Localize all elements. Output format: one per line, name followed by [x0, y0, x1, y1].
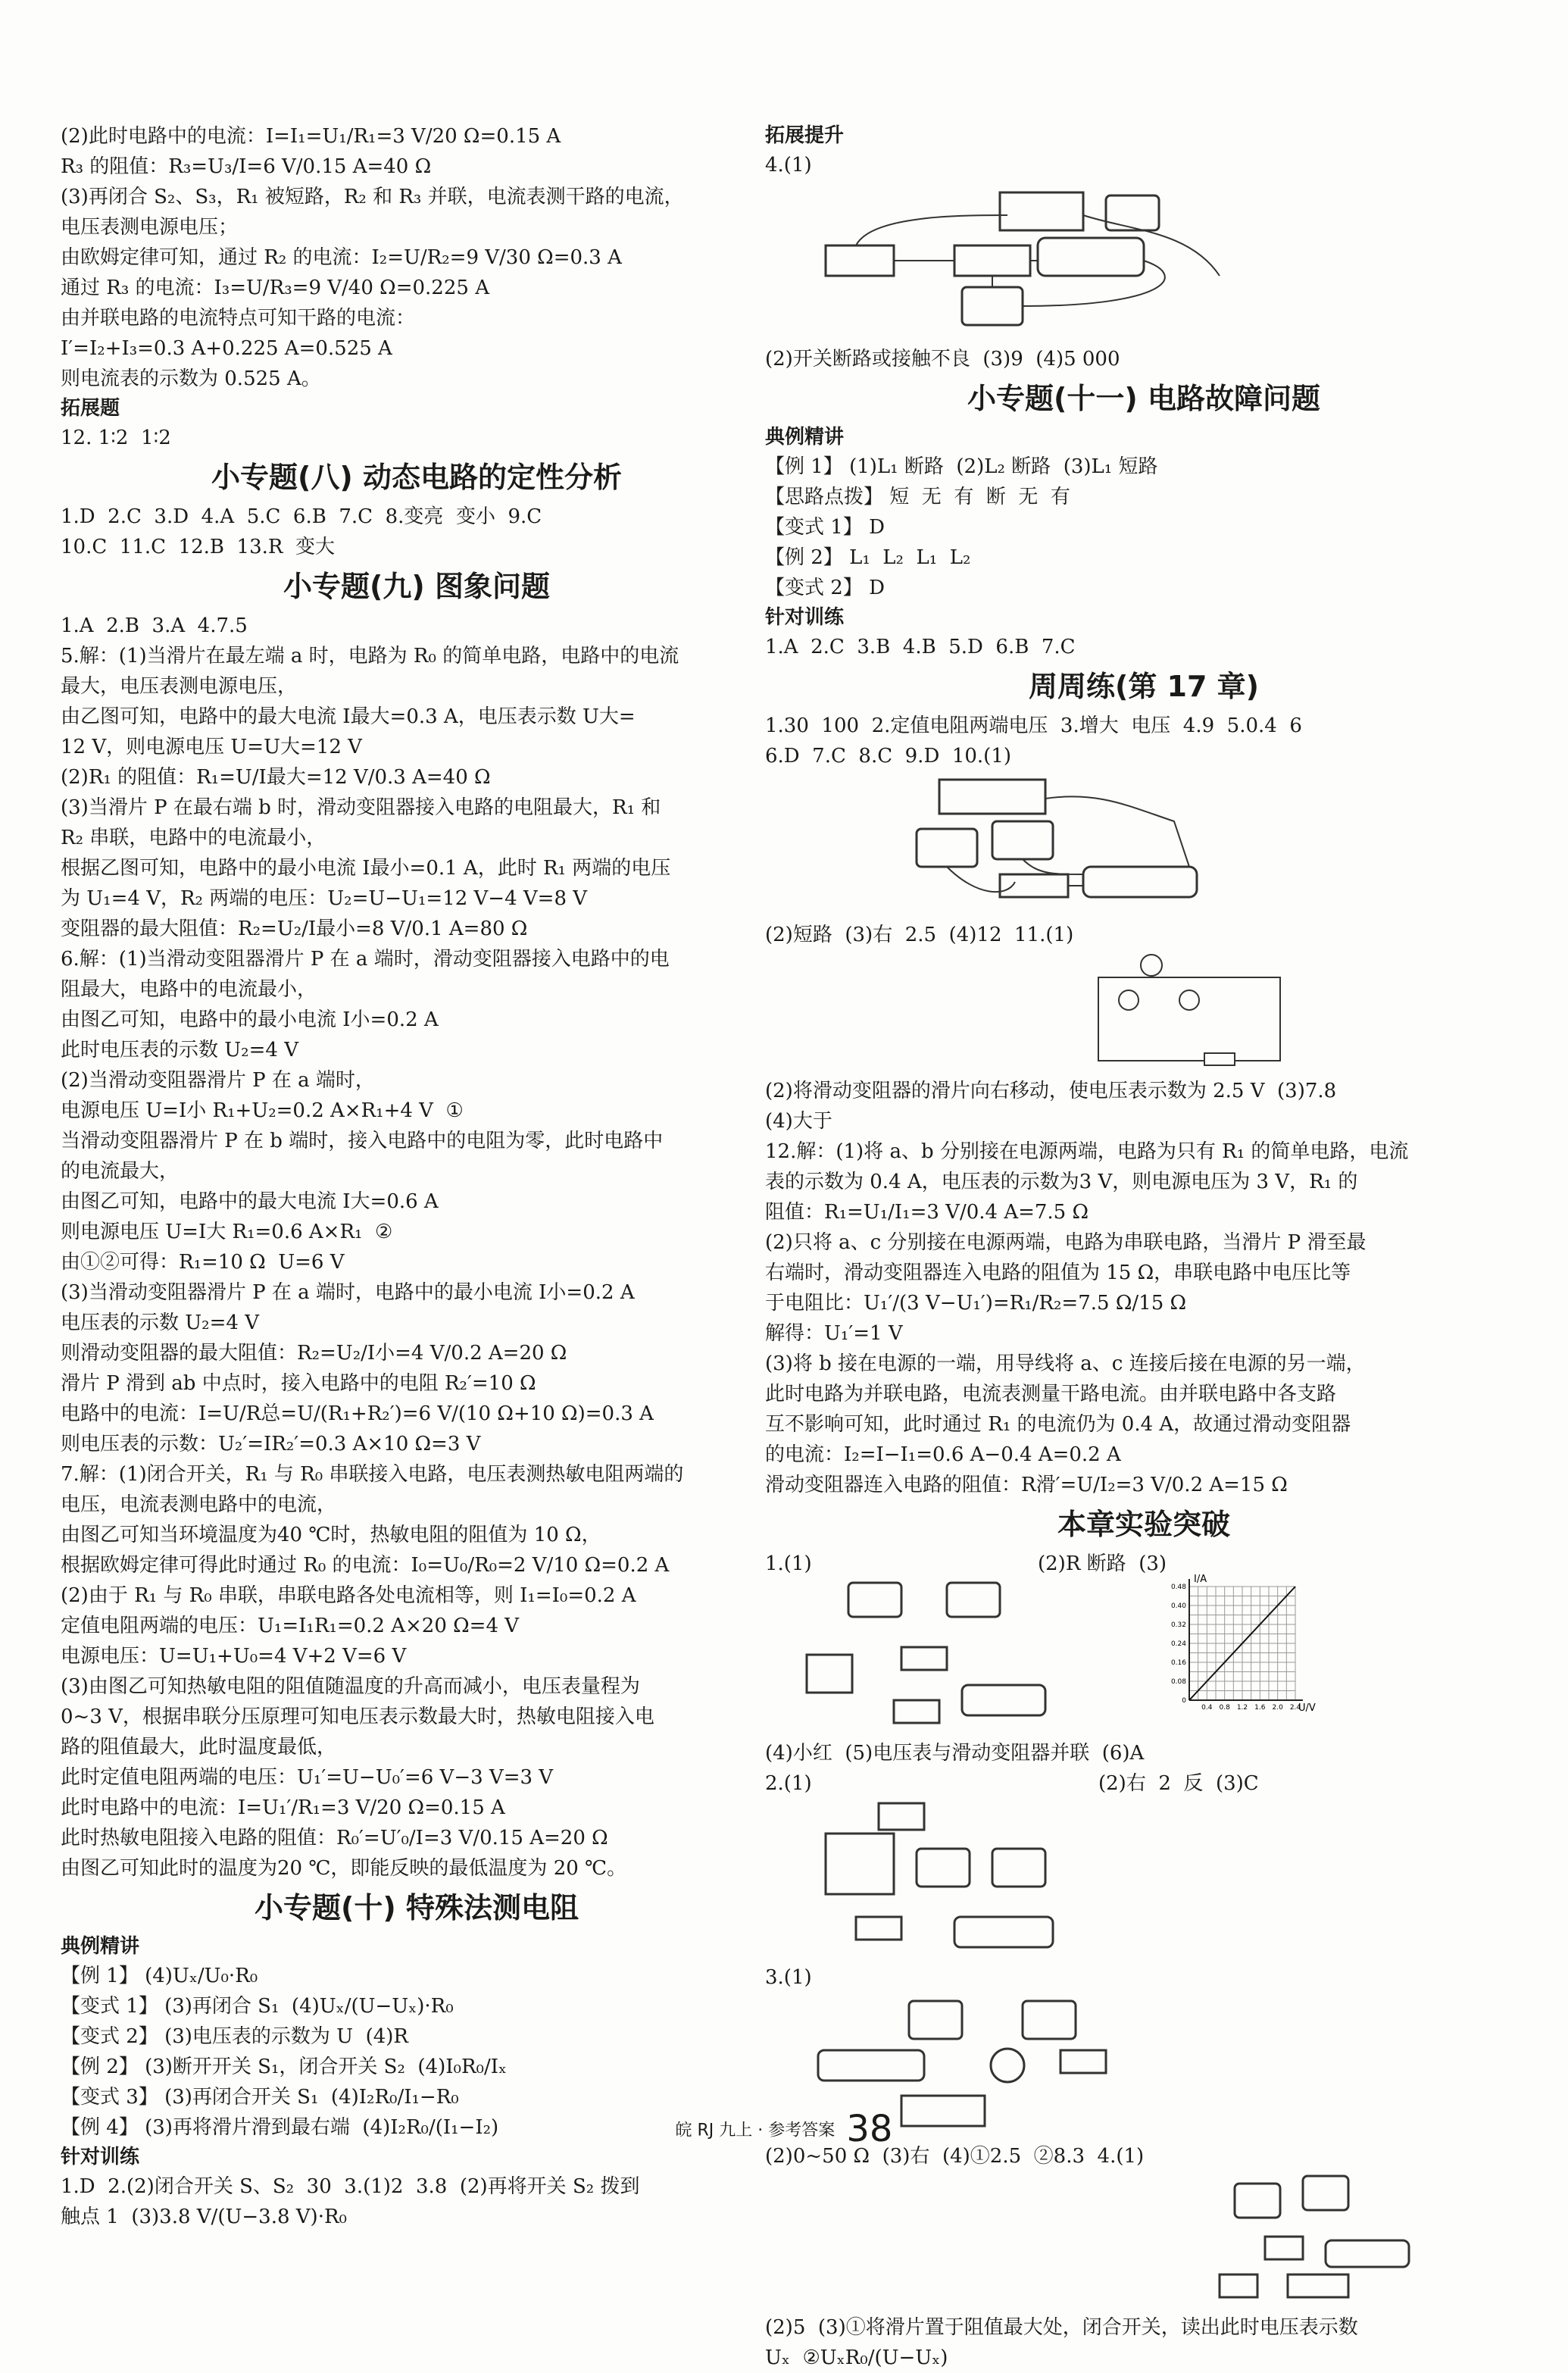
exp-q3-answer: (2)0~50 Ω (3)右 (4)①2.5 ②8.3 4.(1): [765, 2145, 1145, 2168]
text-line: R₂ 串联，电路中的电流最小，: [61, 827, 326, 849]
text-line: (3)再闭合 S₂、S₃，R₁ 被短路，R₂ 和 R₃ 并联，电流表测干路的电流，: [61, 186, 684, 208]
circuit-diagram-exp2: [811, 1803, 1114, 1955]
text-line: 根据欧姆定律可得此时通过 R₀ 的电流：I₀=U₀/R₀=2 V/10 Ω=0.2 A: [61, 1554, 670, 1577]
text-line: 阻值：R₁=U₁/I₁=3 V/0.4 A=7.5 Ω: [765, 1201, 1089, 1224]
y-tick-label: 0.40: [1170, 1602, 1186, 1610]
text-line: 【例 1】 (4)Uₓ/U₀·R₀: [61, 1965, 258, 1987]
text-line: 由图乙可知，电路中的最小电流 I小=0.2 A: [61, 1008, 439, 1031]
text-line: 阻最大，电路中的电流最小，: [61, 978, 317, 1001]
text-line: 1.A 2.B 3.A 4.7.5: [61, 614, 248, 637]
x-tick-label: 0.8: [1219, 1704, 1230, 1712]
text-line: 12.解：(1)将 a、b 分别接在电源两端，电路为只有 R₁ 的简单电路，电流: [765, 1140, 1409, 1163]
text-line: 【例 2】 (3)断开开关 S₁，闭合开关 S₂ (4)I₀R₀/Iₓ: [61, 2056, 507, 2078]
exp-q4-answer: (2)5 (3)①将滑片置于阻值最大处，闭合开关，读出此时电压表示数: [765, 2316, 1358, 2339]
text-line: 此时定值电阻两端的电压：U₁′=U−U₀′=6 V−3 V=3 V: [61, 1766, 554, 1789]
section-11-subtitle-2: 针对训练: [765, 606, 845, 629]
text-line: 1.D 2.C 3.D 4.A 5.C 6.B 7.C 8.变亮 变小 9.C: [61, 505, 542, 528]
section-10-subtitle-2: 针对训练: [61, 2146, 140, 2168]
text-line: 则滑动变阻器的最大阻值：R₂=U₂/I小=4 V/0.2 A=20 Ω: [61, 1342, 567, 1365]
text-line: 由图乙可知，电路中的最大电流 I大=0.6 A: [61, 1190, 439, 1213]
text-line: 由乙图可知，电路中的最大电流 I最大=0.3 A，电压表示数 U大=: [61, 705, 636, 728]
exp-q4-answer-2: Uₓ ②UₓR₀/(U−Uₓ): [765, 2346, 948, 2369]
exp-q1-answer-3: (4)小红 (5)电压表与滑动变阻器并联 (6)A: [765, 1742, 1145, 1765]
iu-graph: [1159, 1571, 1316, 1723]
text-line: 则电源电压 U=I大 R₁=0.6 A×R₁ ②: [61, 1221, 393, 1243]
text-line: R₃ 的阻值：R₃=U₃/I=6 V/0.15 A=40 Ω: [61, 155, 432, 178]
y-tick-label: 0.08: [1170, 1678, 1186, 1686]
text-line: 由图乙可知当环境温度为40 ℃时，热敏电阻的阻值为 10 Ω，: [61, 1524, 601, 1546]
footer-text: 皖 RJ 九上 · 参考答案: [675, 2121, 836, 2140]
q4-label: 4.(1): [765, 154, 812, 177]
y-tick-label: 0.24: [1170, 1640, 1186, 1648]
section-9-answers: [61, 611, 773, 1884]
text-line: I′=I₂+I₃=0.3 A+0.225 A=0.525 A: [61, 337, 392, 360]
text-line: 于电阻比：U₁′/(3 V−U₁′)=R₁/R₂=7.5 Ω/15 Ω: [765, 1292, 1187, 1315]
text-line: (3)由图乙可知热敏电阻的阻值随温度的升高而减小，电压表量程为: [61, 1675, 640, 1698]
x-tick-label: 0.4: [1201, 1704, 1213, 1712]
page-number: 38: [846, 2108, 893, 2150]
text-line: (2)当滑动变阻器滑片 P 在 a 端时，: [61, 1069, 375, 1092]
text-line: 0~3 V，根据串联分压原理可知电压表示数最大时，热敏电阻接入电: [61, 1705, 654, 1728]
text-line: 电压表的示数 U₂=4 V: [61, 1312, 259, 1334]
section-11-subtitle: 典例精讲: [765, 426, 845, 449]
text-line: 此时电路为并联电路，电流表测量干路电流。由并联电路中各支路: [765, 1383, 1337, 1405]
text-line: (2)只将 a、c 分别接在电源两端，电路为串联电路，当滑片 P 滑至最: [765, 1231, 1367, 1254]
text-line: 的电流最大，: [61, 1160, 180, 1183]
y-tick-label: 0.48: [1170, 1584, 1186, 1591]
y-tick-label: 0.16: [1170, 1659, 1186, 1667]
text-line: 此时热敏电阻接入电路的阻值：R₀′=U′₀/I=3 V/0.15 A=20 Ω: [61, 1827, 608, 1849]
section-8-answers: [61, 502, 773, 562]
text-line: 【思路点拨】 短 无 有 断 无 有: [765, 486, 1070, 508]
text-line: 右端时，滑动变阻器连入电路的阻值为 15 Ω，串联电路中电压比等: [765, 1262, 1351, 1284]
text-line: 【变式 1】 (3)再闭合 S₁ (4)Uₓ/(U−Uₓ)·R₀: [61, 1995, 454, 2018]
y-tick-label: 0.32: [1170, 1621, 1186, 1629]
circuit-schematic-q11: [1083, 955, 1310, 1068]
circuit-diagram-exp4: [1189, 2176, 1417, 2305]
text-line: 1.30 100 2.定值电阻两端电压 3.增大 电压 4.9 5.0.4 6: [765, 714, 1302, 737]
weekly-answers: [765, 711, 1523, 771]
section-10-title: 小专题(十) 特殊法测电阻: [255, 1891, 579, 1924]
text-line: (2)由于 R₁ 与 R₀ 串联，串联电路各处电流相等，则 I₁=I₀=0.2 A: [61, 1584, 636, 1607]
text-line: (2)R₁ 的阻值：R₁=U/I最大=12 V/0.3 A=40 Ω: [61, 766, 491, 789]
text-line: 表的示数为 0.4 A，电压表的示数为3 V，则电源电压为 3 V，R₁ 的: [765, 1171, 1358, 1193]
page-footer: [0, 2108, 1568, 2150]
text-line: 解得：U₁′=1 V: [765, 1322, 903, 1345]
q4-answer: (2)开关断路或接触不良 (3)9 (4)5 000: [765, 348, 1120, 370]
text-line: 路的阻值最大，此时温度最低，: [61, 1736, 337, 1759]
text-line: 最大，电压表测电源电压，: [61, 675, 298, 698]
section-10-training: [61, 2171, 773, 2232]
text-line: 6.D 7.C 8.C 9.D 10.(1): [765, 745, 1011, 768]
text-line: 滑片 P 滑到 ab 中点时，接入电路中的电阻 R₂′=10 Ω: [61, 1372, 536, 1395]
text-line: 此时电路中的电流：I=U₁′/R₁=3 V/20 Ω=0.15 A: [61, 1796, 505, 1819]
text-line: 由图乙可知此时的温度为20 ℃，即能反映的最低温度为 20 ℃。: [61, 1857, 627, 1880]
text-line: 当滑动变阻器滑片 P 在 b 端时，接入电路中的电阻为零，此时电路中: [61, 1130, 664, 1152]
text-line: 1.D 2.(2)闭合开关 S、S₂ 30 3.(1)2 3.8 (2)再将开关 S₂ 拨到: [61, 2175, 640, 2198]
x-tick-label: 2.0: [1272, 1704, 1283, 1712]
left-column: [61, 121, 773, 2232]
right-column: [765, 121, 1523, 2373]
text-line: 通过 R₃ 的电流：I₃=U/R₃=9 V/40 Ω=0.225 A: [61, 277, 489, 299]
text-line: (3)将 b 接在电源的一端，用导线将 a、c 连接后接在电源的另一端，: [765, 1352, 1366, 1375]
text-line: 由欧姆定律可知，通过 R₂ 的电流：I₂=U/R₂=9 V/30 Ω=0.3 A: [61, 246, 622, 269]
text-line: 此时电压表的示数 U₂=4 V: [61, 1039, 298, 1061]
section-11-answers: [765, 452, 1523, 603]
text-line: 由并联电路的电流特点可知干路的电流：: [61, 307, 416, 330]
ext-label: 拓展题: [61, 397, 120, 420]
intro-solution: [61, 121, 773, 394]
x-axis-label: U/V: [1298, 1702, 1316, 1714]
text-line: 互不影响可知，此时通过 R₁ 的电流仍为 0.4 A，故通过滑动变阻器: [765, 1413, 1351, 1436]
circuit-diagram-exp1: [803, 1579, 1053, 1731]
text-line: (3)当滑动变阻器滑片 P 在 a 端时，电路中的最小电流 I小=0.2 A: [61, 1281, 635, 1304]
text-line: 电源电压：U=U₁+U₀=4 V+2 V=6 V: [61, 1645, 407, 1668]
text-line: 7.解：(1)闭合开关，R₁ 与 R₀ 串联接入电路，电压表测热敏电阻两端的: [61, 1463, 684, 1486]
x-tick-label: 1.2: [1236, 1704, 1248, 1712]
ext-answer: 12. 1∶2 1∶2: [61, 427, 171, 449]
text-line: 【例 2】 L₁ L₂ L₁ L₂: [765, 546, 971, 569]
exp-q1-label: 1.(1): [765, 1552, 812, 1575]
section-8-title: 小专题(八) 动态电路的定性分析: [211, 461, 622, 494]
text-line: 滑动变阻器连入电路的阻值：R滑′=U/I₂=3 V/0.2 A=15 Ω: [765, 1474, 1288, 1496]
text-line: 【变式 3】 (3)再闭合开关 S₁ (4)I₂R₀/I₁−R₀: [61, 2086, 459, 2109]
text-line: 为 U₁=4 V，R₂ 两端的电压：U₂=U−U₁=12 V−4 V=8 V: [61, 887, 588, 910]
y-axis-label: I/A: [1194, 1574, 1207, 1585]
section-11-title: 小专题(十一) 电路故障问题: [967, 382, 1320, 415]
experiment-title: 本章实验突破: [1057, 1508, 1230, 1541]
text-line: 6.解：(1)当滑动变阻器滑片 P 在 a 端时，滑动变阻器接入电路中的电: [61, 948, 670, 971]
text-line: 【变式 1】 D: [765, 516, 885, 539]
section-10-subtitle: 典例精讲: [61, 1935, 140, 1958]
ext-improve-label: 拓展提升: [765, 124, 845, 147]
text-line: 则电流表的示数为 0.525 A。: [61, 367, 321, 390]
x-tick-label: 2.4: [1289, 1704, 1301, 1712]
text-line: (2)将滑动变阻器的滑片向右移动，使电压表示数为 2.5 V (3)7.8: [765, 1080, 1337, 1102]
section-11-training: 1.A 2.C 3.B 4.B 5.D 6.B 7.C: [765, 636, 1076, 658]
text-line: 电压表测电源电压；: [61, 216, 239, 239]
text-line: (3)当滑片 P 在最右端 b 时，滑动变阻器接入电路的电阻最大，R₁ 和: [61, 796, 661, 819]
exp-q3-label: 3.(1): [765, 1966, 812, 1989]
exp-q2-answer: (2)右 2 反 (3)C: [1098, 1772, 1259, 1795]
section-9-title: 小专题(九) 图象问题: [283, 570, 550, 603]
x-tick-label: 1.6: [1254, 1704, 1266, 1712]
text-line: 根据乙图可知，电路中的最小电流 I最小=0.1 A，此时 R₁ 两端的电压: [61, 857, 671, 880]
text-line: 10.C 11.C 12.B 13.R 变大: [61, 536, 335, 558]
text-line: 【变式 2】 D: [765, 577, 885, 599]
text-line: 变阻器的最大阻值：R₂=U₂/I最小=8 V/0.1 A=80 Ω: [61, 918, 528, 940]
text-line: 【变式 2】 (3)电压表的示数为 U (4)R: [61, 2025, 409, 2048]
text-line: 【例 1】 (1)L₁ 断路 (2)L₂ 断路 (3)L₁ 短路: [765, 455, 1158, 478]
text-line: 定值电阻两端的电压：U₁=I₁R₁=0.2 A×20 Ω=4 V: [61, 1615, 520, 1637]
weekly-title: 周周练(第 17 章): [1028, 670, 1260, 703]
text-line: 电压，电流表测电路中的电流，: [61, 1493, 337, 1516]
text-line: 的电流：I₂=I−I₁=0.6 A−0.4 A=0.2 A: [765, 1443, 1121, 1466]
text-line: 触点 1 (3)3.8 V/(U−3.8 V)·R₀: [61, 2206, 347, 2228]
text-line: (4)大于: [765, 1110, 832, 1133]
text-line: 由①②可得：R₁=10 Ω U=6 V: [61, 1251, 345, 1274]
text-line: 12 V，则电源电压 U=U大=12 V: [61, 736, 362, 758]
circuit-diagram-q4: [811, 185, 1235, 336]
text-line: 电路中的电流：I=U/R总=U/(R₁+R₂′)=6 V/(10 Ω+10 Ω)=0.3 A: [61, 1402, 654, 1425]
exp-q2-label: 2.(1): [765, 1772, 812, 1795]
weekly-line-3: (2)短路 (3)右 2.5 (4)12 11.(1): [765, 924, 1074, 946]
exp-q1-answer-2: (2)R 断路 (3): [1038, 1552, 1167, 1575]
text-line: 【例 4】 (3)再将滑片滑到最右端 (4)I₂R₀/(I₁−I₂): [61, 2116, 499, 2139]
weekly-solutions: [765, 1076, 1523, 1500]
text-line: 电源电压 U=I小 R₁+U₂=0.2 A×R₁+4 V ①: [61, 1099, 464, 1122]
text-line: 则电压表的示数：U₂′=IR₂′=0.3 A×10 Ω=3 V: [61, 1433, 481, 1455]
y-tick-label: 0: [1182, 1697, 1186, 1705]
text-line: 5.解：(1)当滑片在最左端 a 时，电路为 R₀ 的简单电路，电路中的电流: [61, 645, 679, 668]
circuit-diagram-q10: [811, 776, 1235, 912]
text-line: (2)此时电路中的电流：I=I₁=U₁/R₁=3 V/20 Ω=0.15 A: [61, 125, 561, 148]
